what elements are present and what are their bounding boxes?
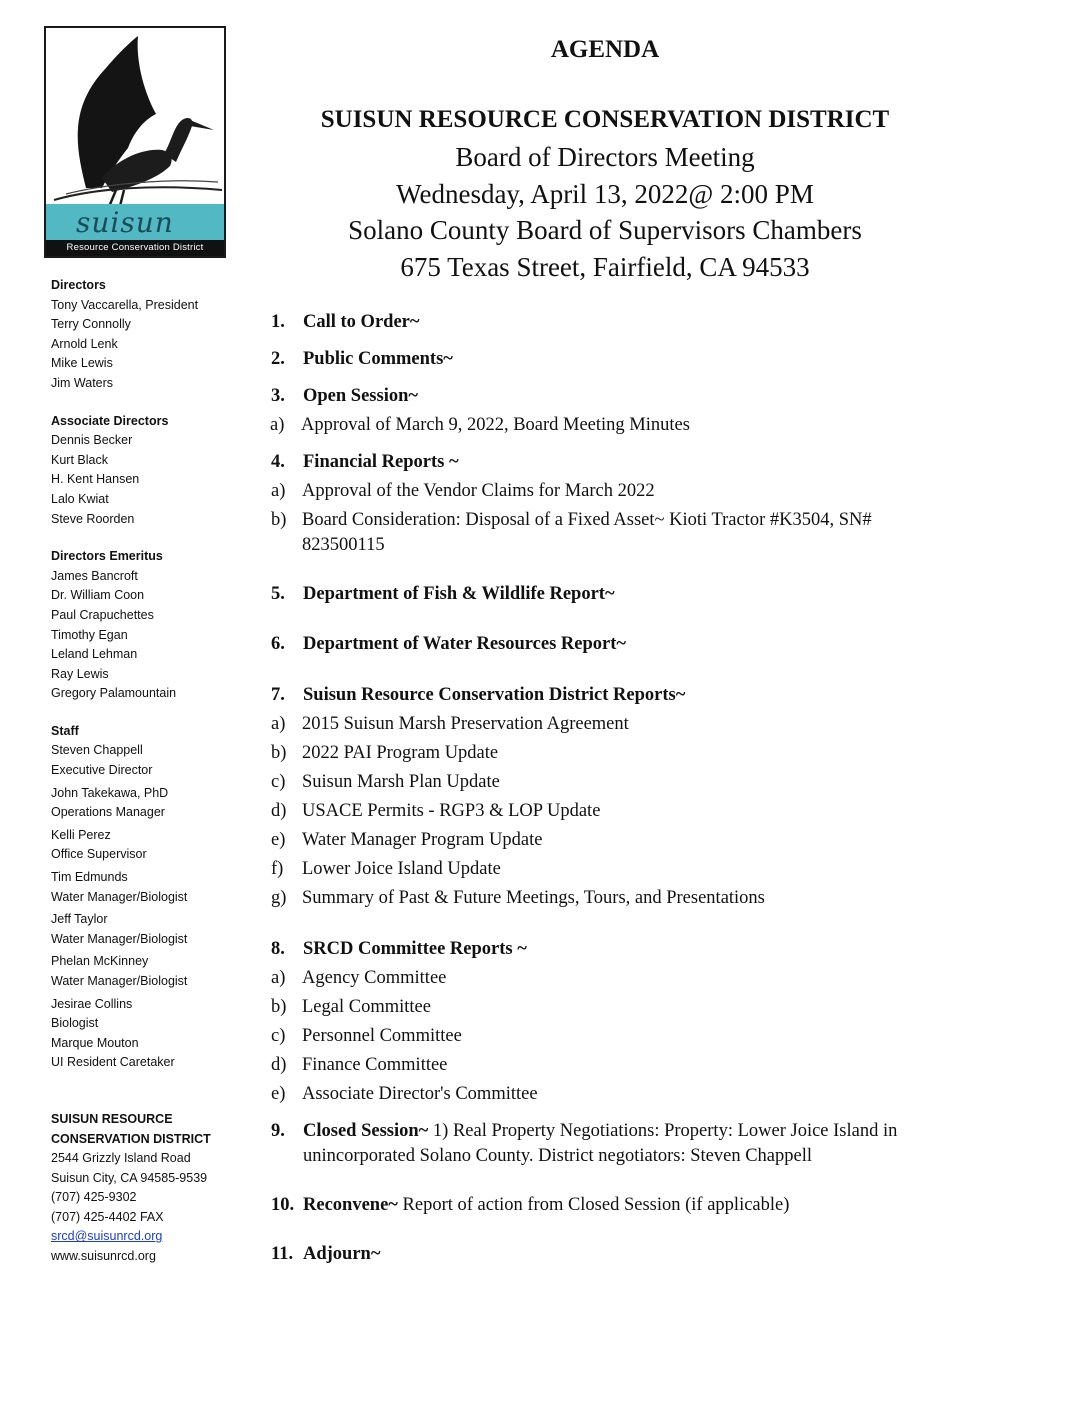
staff-role: Water Manager/Biologist <box>51 889 188 904</box>
subitem-letter: a) <box>271 968 286 988</box>
subitem-letter: c) <box>271 1026 286 1046</box>
item-title: SRCD Committee Reports ~ <box>303 939 527 959</box>
org-email-link[interactable]: srcd@suisunrcd.org <box>51 1229 163 1244</box>
item-title: Suisun Resource Conservation District Reports~ <box>303 685 686 705</box>
item-content <box>303 1193 971 1218</box>
org-address-street: 2544 Grizzly Island Road <box>51 1150 191 1165</box>
staff-name: Jeff Taylor <box>51 912 108 927</box>
agenda-subitem <box>271 1024 971 1049</box>
item-number: 11. <box>271 1244 294 1264</box>
director-name: Tony Vaccarella, President <box>51 297 199 312</box>
organization-contact <box>51 1109 241 1267</box>
emeritus-name: Timothy Egan <box>51 627 128 642</box>
associate-director-name: Kurt Black <box>51 452 108 467</box>
staff-role: Biologist <box>51 1016 99 1031</box>
item-number: 6. <box>271 634 285 654</box>
agenda-item <box>271 683 971 708</box>
associate-directors-heading: Associate Directors <box>51 413 169 428</box>
staff-name: Kelli Perez <box>51 827 111 842</box>
item-number: 10. <box>271 1195 295 1215</box>
sidebar <box>51 276 241 1267</box>
subitem-text: 2015 Suisun Marsh Preservation Agreement <box>302 714 629 734</box>
subitem-letter: b) <box>271 743 287 763</box>
item-number: 4. <box>271 452 285 472</box>
staff-role: UI Resident Caretaker <box>51 1055 175 1070</box>
logo-script-text: suisun <box>76 206 174 239</box>
org-fax: (707) 425-4402 FAX <box>51 1209 164 1224</box>
subitem-letter: e) <box>271 1084 286 1104</box>
meeting-name: Board of Directors Meeting <box>455 142 755 172</box>
agenda-subitem <box>271 770 971 795</box>
district-logo <box>44 26 226 258</box>
item-number: 3. <box>271 386 285 406</box>
agenda-subitem <box>271 741 971 766</box>
subitem-text: Board Consideration: Disposal of a Fixed Asset~ Kioti Tractor #K3504, SN# 823500115 <box>302 510 872 555</box>
agenda-subitem <box>271 712 971 737</box>
staff-role: Office Supervisor <box>51 847 147 862</box>
subitem-letter: d) <box>271 1055 287 1075</box>
agenda-subitem <box>271 995 971 1020</box>
item-number: 8. <box>271 939 285 959</box>
item-number: 5. <box>271 584 285 604</box>
agenda-item <box>271 450 971 475</box>
directors-section <box>51 276 241 394</box>
agenda-item <box>271 1193 971 1218</box>
agenda-subitem <box>271 886 971 911</box>
staff-role: Operations Manager <box>51 805 165 820</box>
org-address-city: Suisun City, CA 94585-9539 <box>51 1170 208 1185</box>
org-website-link[interactable]: www.suisunrcd.org <box>51 1248 156 1263</box>
agenda-subitem <box>271 799 971 824</box>
director-name: Jim Waters <box>51 375 114 390</box>
subitem-letter: a) <box>270 415 285 435</box>
item-title: Closed Session~ <box>303 1121 429 1141</box>
item-title: Adjourn~ <box>303 1244 381 1264</box>
emeritus-name: Dr. William Coon <box>51 588 145 603</box>
org-name-line1: SUISUN RESOURCE <box>51 1111 173 1126</box>
directors-emeritus-heading: Directors Emeritus <box>51 549 163 564</box>
staff-heading: Staff <box>51 723 79 738</box>
item-title: Department of Water Resources Report~ <box>303 634 627 654</box>
staff-name: Marque Mouton <box>51 1035 139 1050</box>
staff-name: Phelan McKinney <box>51 954 149 969</box>
staff-name: Jesirae Collins <box>51 996 133 1011</box>
director-name: Arnold Lenk <box>51 336 118 351</box>
subitem-text: Approval of March 9, 2022, Board Meeting Minutes <box>301 415 690 435</box>
associate-director-name: Lalo Kwiat <box>51 491 109 506</box>
subitem-text: Suisun Marsh Plan Update <box>302 772 500 792</box>
subitem-text: Finance Committee <box>302 1055 448 1075</box>
subitem-text: Water Manager Program Update <box>302 830 543 850</box>
agenda-item <box>271 347 971 372</box>
subitem-letter: a) <box>271 481 286 501</box>
agenda-item <box>271 1242 971 1267</box>
subitem-text: Agency Committee <box>302 968 447 988</box>
agenda-subitem <box>271 857 971 882</box>
emeritus-name: James Bancroft <box>51 568 138 583</box>
item-title: Public Comments~ <box>303 349 453 369</box>
emeritus-name: Ray Lewis <box>51 666 109 681</box>
item-title: Department of Fish & Wildlife Report~ <box>303 584 615 604</box>
item-number: 1. <box>271 312 285 332</box>
agenda-item <box>271 632 971 657</box>
agenda-item <box>271 310 971 335</box>
subitem-text: Associate Director's Committee <box>302 1084 538 1104</box>
emeritus-name: Leland Lehman <box>51 647 138 662</box>
agenda-item <box>271 937 971 962</box>
director-name: Mike Lewis <box>51 356 113 371</box>
agenda-subitem <box>271 508 971 558</box>
subitem-letter: e) <box>271 830 286 850</box>
subitem-letter: g) <box>271 888 287 908</box>
agenda-subitem <box>271 828 971 853</box>
org-phone: (707) 425-9302 <box>51 1190 137 1205</box>
agenda-subitem <box>271 479 971 504</box>
agenda-list <box>271 310 971 1267</box>
agenda-title: AGENDA <box>550 36 660 63</box>
agenda-item <box>271 1119 971 1169</box>
meeting-venue: Solano County Board of Supervisors Chambers <box>348 215 862 245</box>
subitem-text: Lower Joice Island Update <box>302 859 501 879</box>
item-number: 9. <box>271 1121 285 1141</box>
subitem-text: USACE Permits - RGP3 & LOP Update <box>302 801 601 821</box>
associate-director-name: Dennis Becker <box>51 433 133 448</box>
subitem-text: Approval of the Vendor Claims for March 2022 <box>302 481 655 501</box>
org-title: SUISUN RESOURCE CONSERVATION DISTRICT <box>320 106 890 133</box>
item-title: Call to Order~ <box>303 312 420 332</box>
subitem-letter: a) <box>271 714 286 734</box>
item-number: 2. <box>271 349 285 369</box>
agenda-item <box>271 384 971 409</box>
item-title: Open Session~ <box>303 386 419 406</box>
item-content <box>303 1119 933 1169</box>
subitem-text: Legal Committee <box>302 997 431 1017</box>
meeting-address: 675 Texas Street, Fairfield, CA 94533 <box>400 251 810 282</box>
agenda-subitem <box>270 413 971 438</box>
emeritus-name: Gregory Palamountain <box>51 686 177 701</box>
director-name: Terry Connolly <box>51 317 131 332</box>
staff-role: Water Manager/Biologist <box>51 931 188 946</box>
item-title: Reconvene~ <box>303 1195 398 1215</box>
subitem-letter: d) <box>271 801 287 821</box>
agenda-item <box>271 582 971 607</box>
subitem-letter: f) <box>271 859 284 879</box>
staff-name: Tim Edmunds <box>51 870 128 885</box>
directors-heading: Directors <box>51 278 106 292</box>
staff-section <box>51 722 241 1073</box>
subitem-letter: b) <box>271 997 287 1017</box>
subitem-text: 2022 PAI Program Update <box>302 743 499 763</box>
staff-name: Steven Chappell <box>51 743 143 758</box>
staff-role: Executive Director <box>51 763 153 778</box>
agenda-subitem <box>271 966 971 991</box>
subitem-text: Personnel Committee <box>302 1026 462 1046</box>
item-description: Report of action from Closed Session (if applicable) <box>397 1195 790 1215</box>
agenda-subitem <box>271 1082 971 1107</box>
meeting-datetime: Wednesday, April 13, 2022@ 2:00 PM <box>396 178 814 209</box>
subitem-letter: c) <box>271 772 286 792</box>
agenda-header <box>255 34 955 285</box>
item-title: Financial Reports ~ <box>303 452 459 472</box>
associate-director-name: H. Kent Hansen <box>51 472 140 487</box>
item-description: 1) Real Property Negotiations: Property: Lower Joice Island in unincorporated Solano County. District negotiators: Steven Chappell <box>303 1121 898 1166</box>
associate-directors-section <box>51 412 241 530</box>
staff-role: Water Manager/Biologist <box>51 974 188 988</box>
logo-footer-text: Resource Conservation District <box>46 240 224 256</box>
subitem-letter: b) <box>271 510 287 530</box>
agenda-subitem <box>271 1053 971 1078</box>
directors-emeritus-section <box>51 547 241 704</box>
staff-name: John Takekawa, PhD <box>51 785 169 800</box>
org-name-line2: CONSERVATION DISTRICT <box>51 1131 211 1146</box>
emeritus-name: Paul Crapuchettes <box>51 607 154 622</box>
associate-director-name: Steve Roorden <box>51 511 135 526</box>
subitem-text: Summary of Past & Future Meetings, Tours, and Presentations <box>302 888 765 908</box>
item-number: 7. <box>271 685 285 705</box>
